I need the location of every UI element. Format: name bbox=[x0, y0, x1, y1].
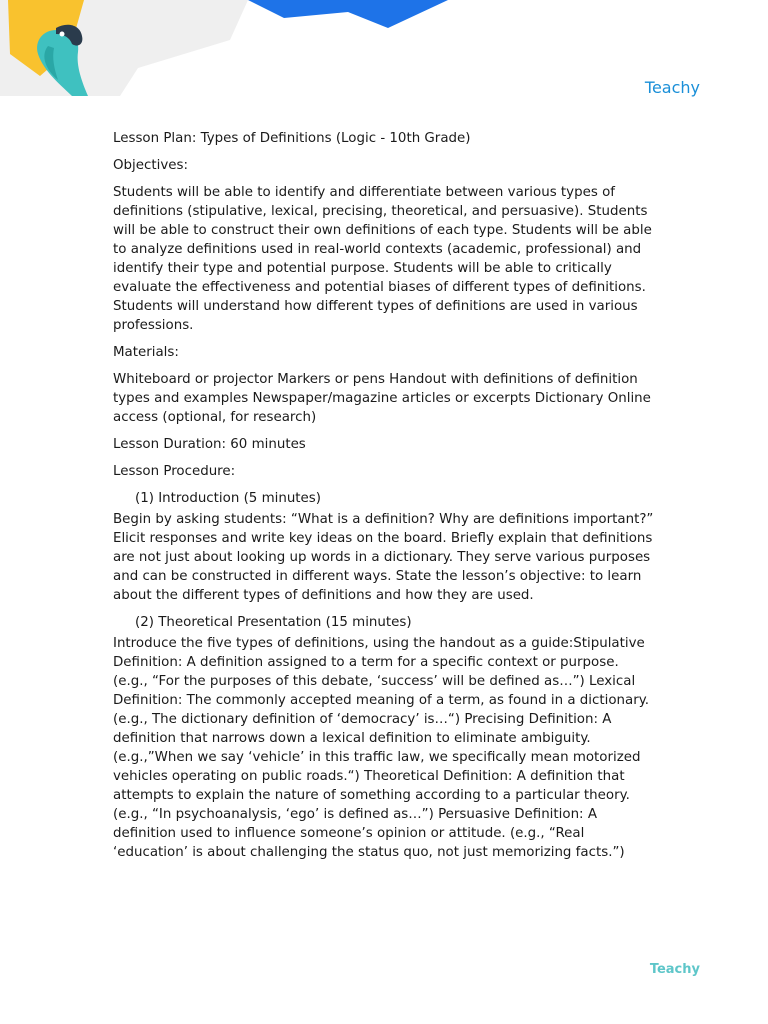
lesson-plan-document bbox=[113, 129, 655, 870]
lesson-duration: Lesson Duration: 60 minutes bbox=[113, 437, 306, 452]
brand-logo-text: Teachy bbox=[644, 78, 700, 97]
section-text-theoretical-presentation: Introduce the five types of definitions, using the handout as a guide:Stipulative Definition: A definition assigned to a term for a specific context or purpose. (e.g., “For the purposes of this debate, ‘success’ will be defined as…”) Lexical Definition: The commonly accepted meaning of a term, as found in a dictionary. (e.g., The dictionary definition of ‘democracy’ is…“) Precising Definition: A definition that narrows down a lexical definition to eliminate ambiguity. (e.g.,”When we say ‘vehicle’ in this traffic law, we specifically mean motorized vehicles operating on public roads.“) Theoretical Definition: A definition that attempts to explain the nature of something according to a particular theory. (e.g., “In psychoanalysis, ‘ego’ is defined as…”) Persuasive Definition: A definition used to influence someone’s opinion or attitude. (e.g., “Real ‘education’ is about challenging the status quo, not just memorizing facts.”) bbox=[113, 636, 650, 860]
section-text-introduction: Begin by asking students: “What is a definition? Why are definitions important?” Elicit responses and write key ideas on the board. Briefly explain that definitions are not just about looking up words in a dictionary. They serve various purposes and can be constructed in different ways. State the lesson’s objective: to learn about the different types of definitions and how they are used. bbox=[113, 512, 654, 603]
objectives-heading: Objectives: bbox=[113, 158, 188, 173]
footer-brand-text: Teachy bbox=[649, 962, 700, 977]
materials-heading: Materials: bbox=[113, 345, 179, 360]
procedure-heading: Lesson Procedure: bbox=[113, 464, 236, 479]
section-heading-introduction: (1) Introduction (5 minutes) bbox=[135, 491, 321, 506]
objectives-text: Students will be able to identify and differentiate between various types of definitions (stipulative, lexical, precising, theoretical, and persuasive). Students will be able to construct their own definitions of each type. Students will be able to analyze definitions used in real-world contexts (academic, professional) and identify their type and potential purpose. Students will be able to critically evaluate the effectiveness and potential biases of different types of definitions. Students will understand how different types of definitions are used in various professions. bbox=[113, 185, 652, 333]
document-title: Lesson Plan: Types of Definitions (Logic - 10th Grade) bbox=[113, 131, 471, 146]
materials-text: Whiteboard or projector Markers or pens Handout with definitions of definition types and examples Newspaper/magazine articles or excerpts Dictionary Online access (optional, for research) bbox=[113, 372, 651, 425]
blue-shape bbox=[248, 0, 448, 28]
section-heading-theoretical-presentation: (2) Theoretical Presentation (15 minutes) bbox=[135, 615, 412, 630]
